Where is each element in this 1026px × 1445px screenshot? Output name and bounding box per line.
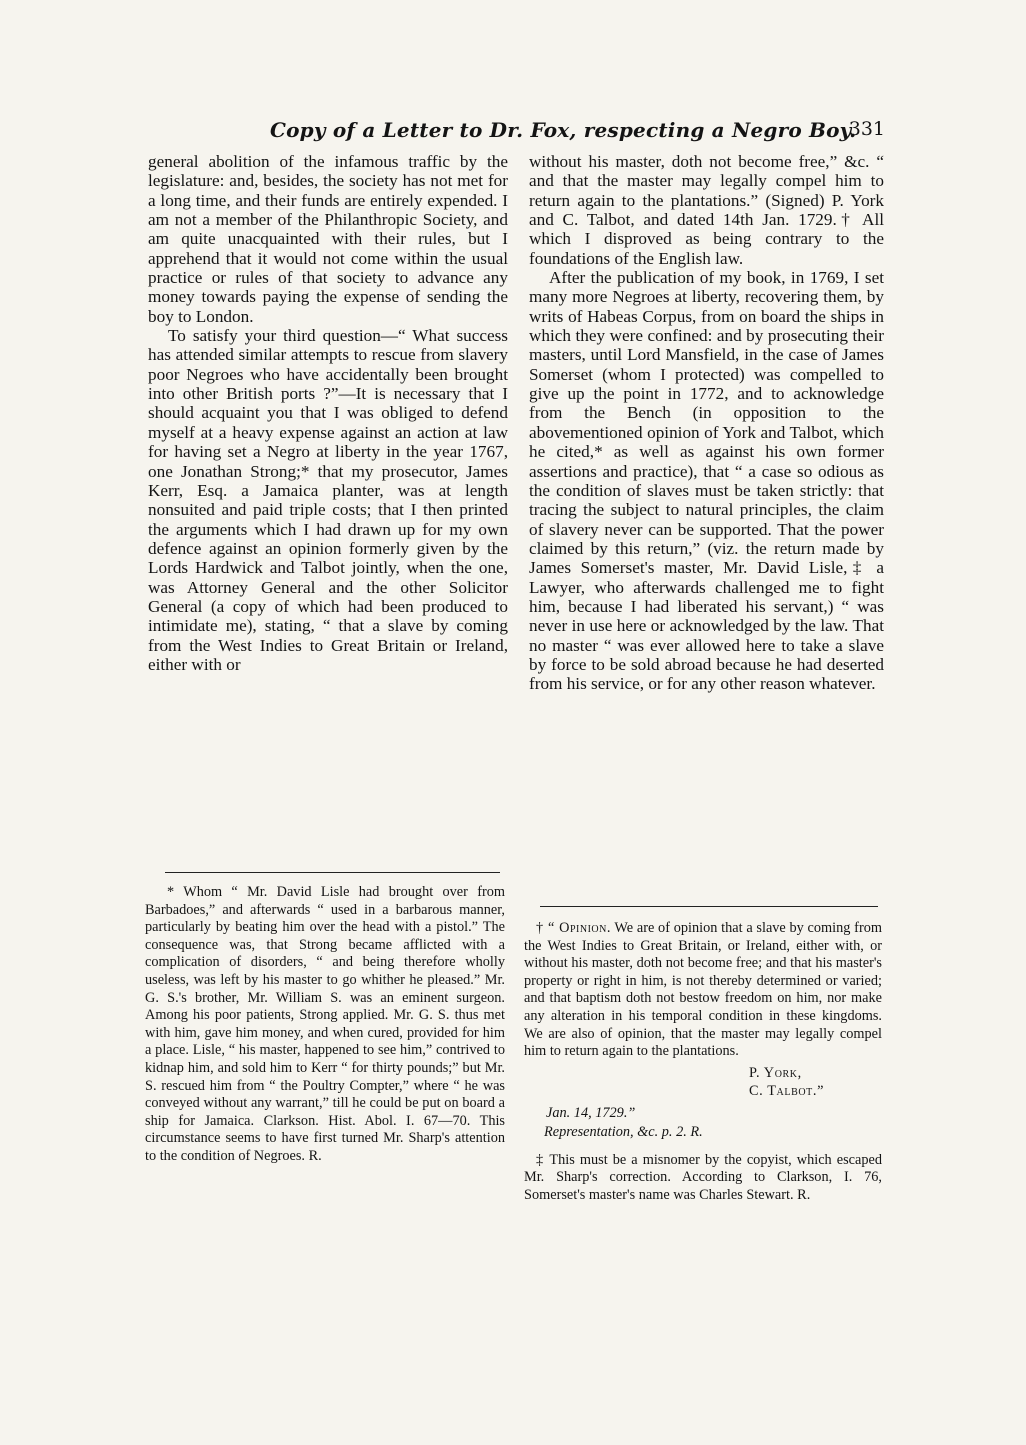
- right-footnote-rule: [540, 906, 878, 907]
- right-paragraph-2: After the publication of my book, in 1769, I set many more Negroes at liberty, recovering them, by writs of Habeas Corpus, from on board the ships in which they were confined: and by prosecuting their masters, until Lord Mansfield, in the case of James Somerset (whom I protected) was compelled to give up the point in 1772, and to acknowledge from the Bench (in opposition to the abovementioned opinion of York and Talbot, which he cited,* as well as against his own former assertions and practice), that “ a case so odious as the condition of slaves must be taken strictly: that tracing the subject to natural principles, the claim of slavery never can be supported. That the power claimed by this return,” (viz. the return made by James Somerset's master, Mr. David Lisle,‡ a Lawyer, who afterwards challenged me to fight him, because I had liberated his servant,) “ was never in use here or acknowledged by the law. That no master “ was ever allowed here to take a slave by force to be sold abroad because he had deserted from his service, or for any other reason whatever.: [529, 268, 884, 694]
- left-footnote-rule: [165, 872, 500, 873]
- signatures: [524, 1064, 882, 1100]
- footnote-star-block: [145, 884, 505, 1166]
- footnote-double-dagger: ‡ This must be a misnomer by the copyist, which escaped Mr. Sharp's correction. According to Clarkson, I. 76, Somerset's master's name was Charles Stewart. R.: [524, 1151, 882, 1203]
- running-title: Copy of a Letter to Dr. Fox, respecting a Negro Boy.: [270, 118, 857, 142]
- left-paragraph-1: general abolition of the infamous traffic by the legislature: and, besides, the society has not met for a long time, and their funds are entirely expended. I am not a member of the Philanthropic Society, and am quite unacquainted with their rules, but I apprehend that it would not come within the usual practice or rules of that society to advance any money towards paying the expense of sending the boy to London.: [148, 152, 508, 326]
- footnote-dagger-text: We are of opinion that a slave by coming from the West Indies to Great Britain, or Ireland, either with, or without his master, doth not become free; and that his master's property or right in him, is not thereby determined or varied; and that baptism doth not bestow freedom on him, nor make any alteration in his temporal condition in these kingdoms. We are also of opinion, that the master may legally compel him to return again to the plantations.: [524, 920, 882, 1060]
- citation: Representation, &c. p. 2. R.: [544, 1123, 703, 1140]
- signature-york: P. York,: [749, 1064, 802, 1081]
- footnote-dagger: [524, 920, 882, 1061]
- signature-talbot: C. Talbot.”: [749, 1082, 825, 1099]
- left-column: [148, 152, 508, 674]
- left-paragraph-2: To satisfy your third question—“ What success has attended similar attempts to rescue from slavery poor Negroes who have accidentally been brought into other British ports ?”—It is necessary that I should acquaint you that I was obliged to defend myself at a heavy expense against an action at law for having set a Negro at liberty in the year 1767, one Jonathan Strong;* that my prosecutor, James Kerr, Esq. a Jamaica planter, was at length nonsuited and paid triple costs; that I then printed the arguments which I had drawn up for my own defence against an opinion formerly given by the Lords Hardwick and Talbot jointly, when the one, was Attorney General and the other Solicitor General (a copy of which had been produced to intimidate me), stating, “ that a slave by coming from the West Indies to Great Britain or Ireland, either with or: [148, 326, 508, 674]
- dateline: Jan. 14, 1729.”: [546, 1104, 636, 1121]
- footnote-dagger-label: † “ Opinion.: [536, 920, 611, 936]
- running-head: [150, 118, 885, 148]
- right-column: [529, 152, 884, 694]
- page-number: 331: [848, 118, 885, 140]
- footnote-right-block: [524, 920, 882, 1205]
- footnote-star: * Whom “ Mr. David Lisle had brought over from Barbadoes,” and afterwards “ used in a barbarous manner, particularly by beating him over the head with a pistol.” The consequence was, that Strong became afflicted with a complication of disorders, “ and being therefore wholly useless, was left by his master to go whither he pleased.” Mr. G. S.'s brother, Mr. William S. was an eminent surgeon. Among his poor patients, Strong applied. Mr. G. S. thus met with him, gave him money, and when cured, provided for him a place. Lisle, “ his master, happened to see him,” contrived to kidnap him, and sold him to Kerr “ for thirty pounds;” but Mr. S. rescued him from “ the Poultry Compter,” where “ he was conveyed without any warrant,” till he could be put on board a ship for Jamaica. Clarkson. Hist. Abol. I. 67—70. This circumstance seems to have first turned Mr. Sharp's attention to the condition of Negroes. R.: [145, 884, 505, 1164]
- right-paragraph-1: without his master, doth not become free,” &c. “ and that the master may legally compel him to return again to the plantations.” (Signed) P. York and C. Talbot, and dated 14th Jan. 1729.† All which I disproved as being contrary to the foundations of the English law.: [529, 152, 884, 268]
